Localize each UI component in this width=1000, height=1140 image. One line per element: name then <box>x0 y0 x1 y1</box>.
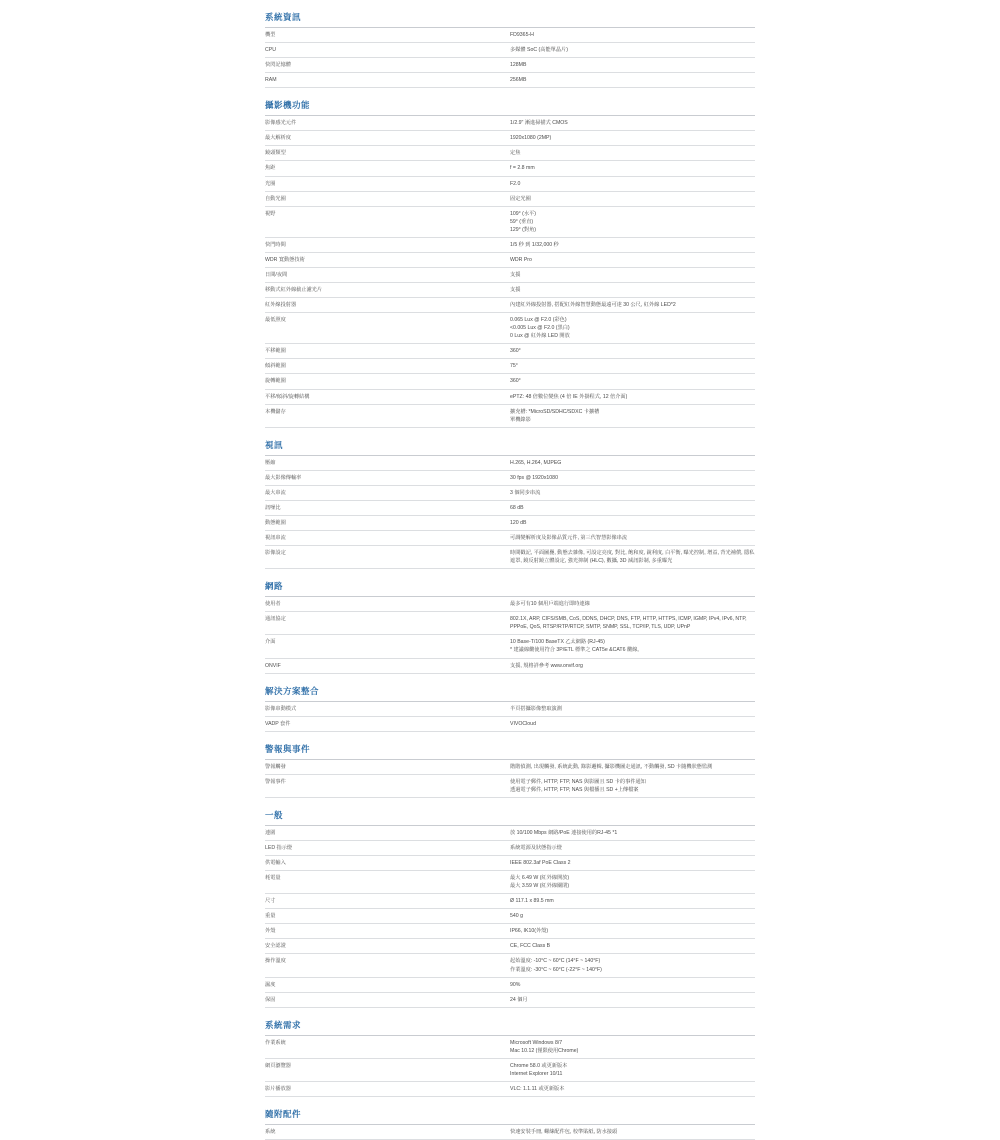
spec-value <box>510 840 755 855</box>
spec-value-line: 802.1X, ARP, CIFS/SMB, CoS, DDNS, DHCP, DNS, FTP, HTTP, HTTPS, ICMP, IGMP, IPv4, IPv6, NTP, PPPoE, QoS, RTSP/RTP/RTCP, SMTP, SNMP, SSL, TCP/IP, TLS, UDP, UPnP <box>510 616 747 631</box>
spec-value-line: 0 Lux @ 紅外線 LED 開放 <box>510 333 570 340</box>
section-header-row <box>265 569 755 597</box>
spec-value <box>510 954 755 977</box>
section-title-text: 警報與事件 <box>265 743 311 754</box>
spec-value-line: 1920x1080 (2MP) <box>510 135 552 142</box>
spec-row <box>265 701 755 716</box>
spec-key: 外殼 <box>265 924 510 939</box>
spec-row <box>265 500 755 515</box>
spec-row <box>265 894 755 909</box>
spec-row <box>265 635 755 658</box>
spec-value-line: f = 2.8 mm <box>510 165 535 172</box>
spec-value-line: 放 10/100 Mbps 網路/PoE 連接使用的RJ-45 *1 <box>510 829 618 836</box>
spec-row <box>265 470 755 485</box>
section-header-row <box>265 731 755 759</box>
section-title-text: 系統需求 <box>265 1019 302 1030</box>
spec-row <box>265 924 755 939</box>
spec-row <box>265 856 755 871</box>
spec-row <box>265 485 755 500</box>
spec-row <box>265 825 755 840</box>
section-title-text: 隨附配件 <box>265 1109 302 1119</box>
spec-value <box>510 43 755 58</box>
spec-value <box>510 485 755 500</box>
spec-key: 焦距 <box>265 161 510 176</box>
section-title <box>265 427 755 455</box>
section-title-text: 網路 <box>265 581 284 592</box>
spec-value-line: IEEE 802.3af PoE Class 2 <box>510 860 571 866</box>
section-title <box>265 0 755 28</box>
spec-value-line: 360° <box>510 378 521 385</box>
spec-key: 自動光圈 <box>265 191 510 206</box>
section-title-text: 解決方案整合 <box>265 685 320 696</box>
spec-key: VADP 套件 <box>265 716 510 731</box>
spec-key: 動態範圍 <box>265 515 510 530</box>
spec-row <box>265 404 755 427</box>
section-header-row <box>265 88 755 116</box>
spec-key: 視野 <box>265 206 510 237</box>
spec-value-line: 30 fps @ 1920x1080 <box>510 474 558 481</box>
spec-key: 使用者 <box>265 597 510 612</box>
spec-value-line: VLC: 1.1.11 或更新版本 <box>510 1085 565 1092</box>
spec-value-line: VIVOCloud <box>510 720 536 727</box>
spec-row <box>265 597 755 612</box>
spec-value-line: <0.005 Lux @ F2.0 (黑白) <box>510 325 570 332</box>
spec-row <box>265 28 755 43</box>
spec-value-line: H.265, H.264, MJPEG <box>510 459 562 466</box>
spec-value-line: 24 個月 <box>510 996 528 1003</box>
spec-value-line: 360° <box>510 348 521 355</box>
spec-key: 移動式紅外線截止濾光片 <box>265 283 510 298</box>
spec-row <box>265 1058 755 1081</box>
section-header-row <box>265 427 755 455</box>
spec-row <box>265 267 755 282</box>
spec-value-line: 內建紅外線投射器, 搭配紅外線智慧動態最遠可達 30 公尺, 紅外線 LED*2 <box>510 302 676 309</box>
spec-key: 操作溫度 <box>265 954 510 977</box>
spec-value-line: 0.065 Lux @ F2.0 (彩色) <box>510 317 567 324</box>
spec-value-line: ePTZ: 48 倍數位變焦 (4 倍 IE 外掛程式, 12 倍介面) <box>510 393 628 400</box>
spec-key: 影像串動模式 <box>265 701 510 716</box>
spec-key: 警報事件 <box>265 774 510 797</box>
spec-value-line: 可調變解析度及影像品質元件, 第三代智慧影像串流 <box>510 535 628 541</box>
spec-value-line: 支援 <box>510 287 521 293</box>
spec-key: ONVIF <box>265 658 510 673</box>
spec-value-line: 90% <box>510 981 521 988</box>
spec-row <box>265 909 755 924</box>
spec-key: 光圈 <box>265 176 510 191</box>
spec-value <box>510 597 755 612</box>
spec-value-line: 擴充槽: *MicroSD/SDHC/SDXC 卡擴槽 <box>510 408 600 415</box>
spec-row <box>265 252 755 267</box>
spec-value-line: * 建議線纜使用符合 3P/ETL 標準之 CAT5e &CAT6 纜線。 <box>510 647 643 654</box>
spec-key: 壓縮 <box>265 455 510 470</box>
spec-value <box>510 856 755 871</box>
spec-row <box>265 191 755 206</box>
spec-value <box>510 298 755 313</box>
spec-value <box>510 131 755 146</box>
spec-key: 旋轉範圍 <box>265 374 510 389</box>
spec-value-line: 最大 3.59 W (紅外線關閉) <box>510 883 570 890</box>
spec-value <box>510 374 755 389</box>
spec-value-line: 128MB <box>510 62 527 69</box>
spec-key: 快閃記憶體 <box>265 58 510 73</box>
spec-row <box>265 73 755 88</box>
spec-value-line: 68 dB <box>510 504 524 511</box>
spec-key: 網頁瀏覽器 <box>265 1058 510 1081</box>
spec-value-line: 快速安裝手冊, 螺絲配件包, 校準貼紙, 防水接頭 <box>510 1129 618 1135</box>
spec-key: 系統 <box>265 1125 510 1140</box>
spec-row <box>265 283 755 298</box>
spec-value-line: CE, FCC Class B <box>510 943 551 950</box>
spec-value <box>510 658 755 673</box>
spec-row <box>265 313 755 344</box>
spec-key: CPU <box>265 43 510 58</box>
spec-key: 最大影像傳輸率 <box>265 470 510 485</box>
spec-row <box>265 954 755 977</box>
spec-value <box>510 455 755 470</box>
spec-row <box>265 344 755 359</box>
spec-value-line: 最大 6.49 W (紅外線開放) <box>510 875 570 882</box>
spec-value-line: 59° (垂直) <box>510 218 534 225</box>
spec-value <box>510 701 755 716</box>
spec-row <box>265 455 755 470</box>
spec-value <box>510 825 755 840</box>
spec-value <box>510 1058 755 1081</box>
spec-value <box>510 1125 755 1140</box>
spec-value-line: 109° (水平) <box>510 210 537 217</box>
spec-key: 最大串流 <box>265 485 510 500</box>
spec-value <box>510 73 755 88</box>
spec-value-line: 固定光圈 <box>510 195 531 202</box>
spec-value-line: 起始溫度: -10°C ~ 60°C (14°F ~ 140°F) <box>510 958 601 965</box>
spec-value <box>510 161 755 176</box>
spec-row <box>265 298 755 313</box>
spec-row <box>265 840 755 855</box>
spec-value <box>510 28 755 43</box>
spec-value-line: 256MB <box>510 77 527 84</box>
spec-value <box>510 924 755 939</box>
spec-value-line: 1/5 秒 到 1/32,000 秒 <box>510 241 559 248</box>
section-title <box>265 569 755 597</box>
spec-value-line: Internet Explorer 10/11 <box>510 1070 563 1077</box>
spec-value <box>510 1035 755 1058</box>
spec-row <box>265 515 755 530</box>
spec-key: LED 指示燈 <box>265 840 510 855</box>
spec-row <box>265 43 755 58</box>
spec-key: 耗電量 <box>265 871 510 894</box>
spec-value-line: 作業溫度: -30°C ~ 60°C (-22°F ~ 140°F) <box>510 966 602 973</box>
spec-key: 平移範圍 <box>265 344 510 359</box>
spec-key: 影片播放器 <box>265 1081 510 1096</box>
spec-value-line: Mac 10.12 (僅限使用Chrome) <box>510 1047 579 1054</box>
spec-value-line: 540 g <box>510 913 523 920</box>
spec-row <box>265 131 755 146</box>
spec-row <box>265 146 755 161</box>
spec-value <box>510 546 755 569</box>
spec-value-line: 系統電源及狀態指示燈 <box>510 844 562 851</box>
spec-value-line: 129° (對角) <box>510 226 537 233</box>
spec-value <box>510 515 755 530</box>
section-title-text: 系統資訊 <box>265 12 302 22</box>
spec-value-line: 最多可有10 個用戶端進行即時連線 <box>510 601 590 608</box>
spec-key: 視訊串流 <box>265 531 510 546</box>
spec-row <box>265 774 755 797</box>
spec-key: 鏡頭類型 <box>265 146 510 161</box>
spec-row <box>265 759 755 774</box>
spec-value <box>510 531 755 546</box>
spec-value <box>510 1081 755 1096</box>
spec-key: 快門時間 <box>265 237 510 252</box>
spec-key: RAM <box>265 73 510 88</box>
spec-row <box>265 1125 755 1140</box>
spec-value <box>510 470 755 485</box>
spec-value <box>510 939 755 954</box>
spec-value-line: 3 個同步串流 <box>510 489 541 496</box>
spec-value-line: WDR Pro <box>510 256 532 263</box>
spec-row <box>265 374 755 389</box>
spec-value <box>510 267 755 282</box>
spec-row <box>265 359 755 374</box>
spec-value-line: 時間戳記, 平面圖疊, 動態去雜像, 可設定亮度, 對比, 飽和度, 銳利度, 白平衡, 曝光控制, 增益, 背光補償, 隱私遮罩, 鏡反射鏡立體設定, 強光抑制 (HLC), 數攝, 3D 減訊影制, 多重曝光 <box>510 550 755 565</box>
specification-table <box>265 0 755 1140</box>
spec-row <box>265 716 755 731</box>
spec-key: 最大解析度 <box>265 131 510 146</box>
section-header-row <box>265 797 755 825</box>
specification-table-body <box>265 0 755 1140</box>
spec-value-line: Ø 117.1 x 89.5 mm <box>510 898 554 905</box>
spec-key: 通訊協定 <box>265 612 510 635</box>
spec-value-line: 定焦 <box>510 150 521 157</box>
spec-value-line: 120 dB <box>510 519 527 526</box>
spec-key: 濕度 <box>265 977 510 992</box>
spec-value <box>510 116 755 131</box>
section-title <box>265 88 755 116</box>
spec-value-line: 階階偵測, 出現觸發, 系統此動, 錄影邏輯, 攝影機圖走通訊, 不動觸發, SD 卡隨機狀態監測 <box>510 763 713 770</box>
spec-row <box>265 871 755 894</box>
spec-value-line: 使用電子郵件, HTTP, FTP, NAS 與影圖且 SD 卡的事件通知 <box>510 778 646 785</box>
spec-value-line: 多媒體 SoC (高能單晶片) <box>510 47 568 54</box>
section-title-text: 視訊 <box>265 439 284 450</box>
spec-key: 供電輸入 <box>265 856 510 871</box>
spec-value <box>510 344 755 359</box>
spec-row <box>265 546 755 569</box>
spec-key: 影像感光元件 <box>265 116 510 131</box>
spec-value <box>510 58 755 73</box>
spec-key: 本機儲存 <box>265 404 510 427</box>
spec-key: 警報觸發 <box>265 759 510 774</box>
spec-key: 重量 <box>265 909 510 924</box>
spec-value-line: 單機錄影 <box>510 416 531 423</box>
spec-key: 介面 <box>265 635 510 658</box>
section-title <box>265 1007 755 1035</box>
spec-value <box>510 909 755 924</box>
spec-value <box>510 759 755 774</box>
spec-value <box>510 977 755 992</box>
spec-value <box>510 500 755 515</box>
spec-key: 傾斜範圍 <box>265 359 510 374</box>
spec-row <box>265 161 755 176</box>
spec-value <box>510 404 755 427</box>
spec-value-line: 透過電子郵件, HTTP, FTP, NAS 與檔播且 SD +上傳檔案 <box>510 786 639 793</box>
spec-value <box>510 283 755 298</box>
spec-key: 最低照度 <box>265 313 510 344</box>
spec-value <box>510 191 755 206</box>
spec-row <box>265 658 755 673</box>
spec-key: 尺寸 <box>265 894 510 909</box>
spec-row <box>265 176 755 191</box>
spec-row <box>265 1081 755 1096</box>
spec-value <box>510 774 755 797</box>
spec-row <box>265 531 755 546</box>
spec-key: 紅外線投射器 <box>265 298 510 313</box>
spec-key: 平移/傾斜/旋轉結構 <box>265 389 510 404</box>
spec-key: 機型 <box>265 28 510 43</box>
spec-value <box>510 252 755 267</box>
spec-value <box>510 206 755 237</box>
spec-value-line: 75° <box>510 363 518 370</box>
spec-value-line: 10 Base-T/100 BaseTX 乙太網路 (RJ-45) <box>510 639 605 646</box>
spec-value <box>510 146 755 161</box>
spec-value <box>510 176 755 191</box>
spec-key: 影像設定 <box>265 546 510 569</box>
spec-row <box>265 58 755 73</box>
spec-key: 訊噪比 <box>265 500 510 515</box>
section-header-row <box>265 1007 755 1035</box>
spec-value-line: 支援, 規格詳參考 www.onvif.org <box>510 662 583 669</box>
spec-value <box>510 716 755 731</box>
section-title-text: 攝影機功能 <box>265 100 311 111</box>
spec-row <box>265 939 755 954</box>
spec-value-line: Microsoft Windows 8/7 <box>510 1039 563 1046</box>
spec-value <box>510 894 755 909</box>
spec-value-line: F2.0 <box>510 180 521 187</box>
spec-row <box>265 977 755 992</box>
spec-key: 作業系統 <box>265 1035 510 1058</box>
section-title <box>265 1097 755 1125</box>
spec-value-line: 1/2.9" 漸進掃描式 CMOS <box>510 120 568 127</box>
spec-value-line: FD9365-H <box>510 32 534 38</box>
section-title <box>265 797 755 825</box>
spec-value <box>510 313 755 344</box>
section-header-row <box>265 673 755 701</box>
spec-row <box>265 389 755 404</box>
spec-key: 安全認證 <box>265 939 510 954</box>
spec-value-line: IP66, IK10(外殼) <box>510 928 549 935</box>
spec-value-line: 支援 <box>510 271 521 278</box>
spec-row <box>265 237 755 252</box>
spec-row <box>265 116 755 131</box>
section-header-row <box>265 0 755 28</box>
section-title-text: 一般 <box>265 809 284 820</box>
spec-value-line: Chrome 58.0 或更新版本 <box>510 1062 568 1069</box>
section-title <box>265 673 755 701</box>
spec-value <box>510 635 755 658</box>
spec-value <box>510 359 755 374</box>
section-title <box>265 731 755 759</box>
spec-value <box>510 389 755 404</box>
spec-row <box>265 612 755 635</box>
spec-value <box>510 237 755 252</box>
spec-key: 日間/夜間 <box>265 267 510 282</box>
spec-key: 連圍 <box>265 825 510 840</box>
spec-row <box>265 206 755 237</box>
spec-row <box>265 1035 755 1058</box>
spec-value <box>510 871 755 894</box>
spec-key: 保固 <box>265 992 510 1007</box>
spec-value-line: 半頁搭攝影像整取演測 <box>510 705 562 712</box>
spec-value <box>510 612 755 635</box>
spec-key: WDR 寬動態技術 <box>265 252 510 267</box>
section-header-row <box>265 1097 755 1125</box>
